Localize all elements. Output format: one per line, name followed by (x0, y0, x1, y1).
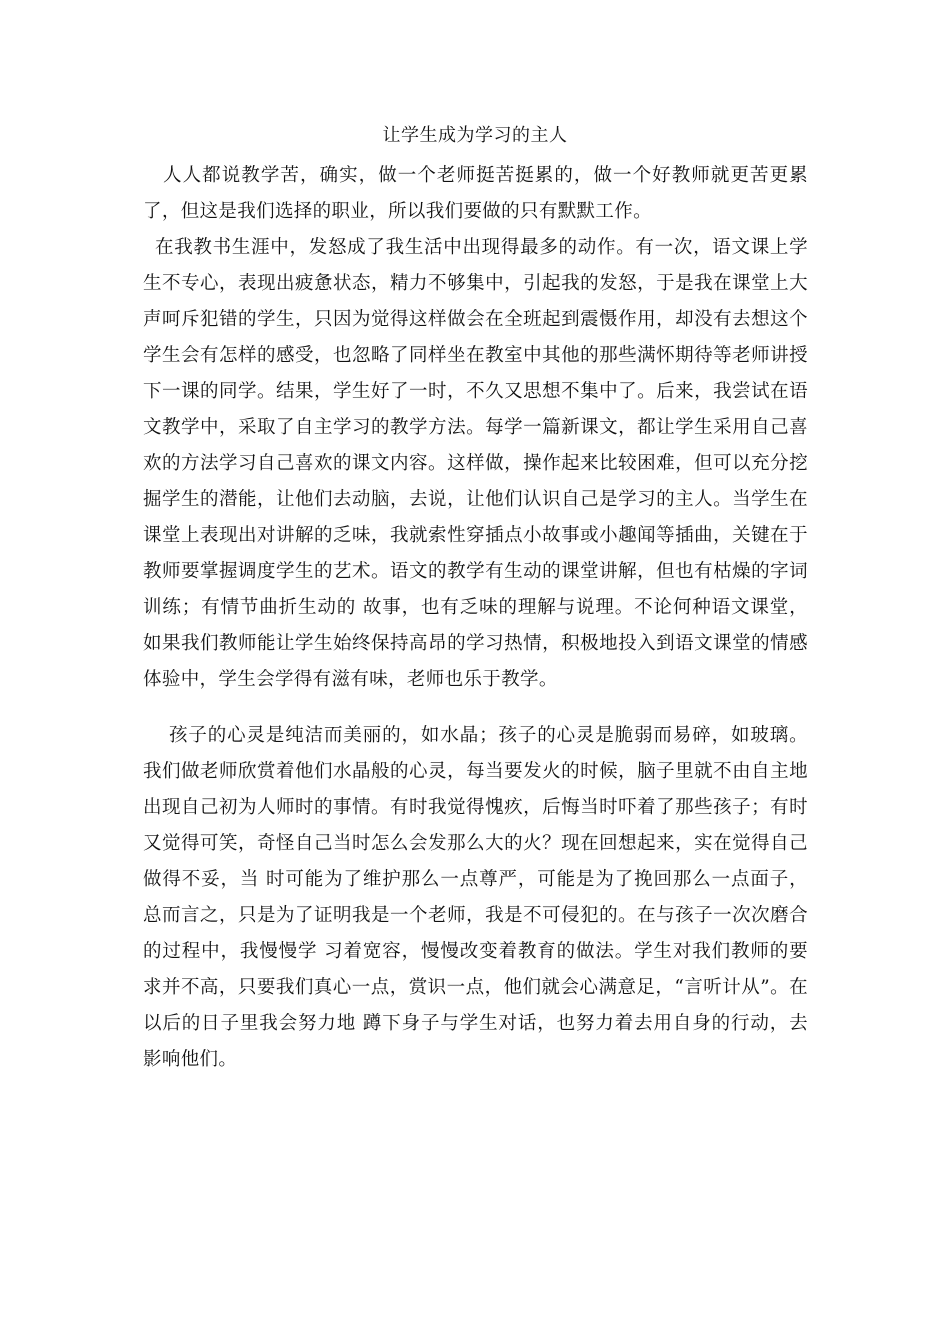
document-title: 让学生成为学习的主人 (382, 125, 568, 146)
paragraph-2: 在我教书生涯中，发怒成了我生活中出现得最多的动作。有一次，语文课上学生不专心，表现出疲惫状态，精力不够集中，引起我的发怒，于是我在课堂上大声呵斥犯错的学生，只因为觉得这样做会在全班起到震慑作用，却没有去想这个学生会有怎样的感受，也忽略了同样坐在教室中其他的那些满怀期待等老师讲授下一课的同学。结果，学生好了一时，不久又思想不集中了。后来，我尝试在语文教学中，采取了自主学习的教学方法。每学一篇新课文，都让学生采用自己喜欢的方法学习自己喜欢的课文内容。这样做，操作起来比较困难，但可以充分挖掘学生的潜能，让他们去动脑，去说，让他们认识自己是学习的主人。当学生在课堂上表现出对讲解的乏味，我就索性穿插点小故事或小趣闻等插曲，关键在于教师要掌握调度学生的艺术。语文的教学有生动的课堂讲解，但也有枯燥的字词训练；有情节曲折生动的 故事，也有乏味的理解与说理。不论何种语文课堂，如果我们教师能让学生始终保持高昂的学习热情，积极地投入到语文课堂的情感体验中，学生会学得有滋有味，老师也乐于教学。 (143, 237, 808, 690)
paragraph-1: 人人都说教学苦，确实，做一个老师挺苦挺累的，做一个好教师就更苦更累了，但这是我们选择的职业，所以我们要做的只有默默工作。 (143, 165, 808, 222)
paragraph-3: 孩子的心灵是纯洁而美丽的，如水晶；孩子的心灵是脆弱而易碎，如玻璃。我们做老师欣赏着他们水晶般的心灵，每当要发火的时候，脑子里就不由自主地出现自己初为人师时的事情。有时我觉得愧疚，后悔当时吓着了那些孩子；有时又觉得可笑，奇怪自己当时怎么会发那么大的火？现在回想起来，实在觉得自己做得不妥，当 时可能为了维护那么一点尊严，可能是为了挽回那么一点面子，总而言之，只是为了证明我是一个老师，我是不可侵犯的。在与孩子一次次磨合的过程中，我慢慢学 习着宽容，慢慢改变着教育的做法。学生对我们教师的要求并不高，只要我们真心一点，赏识一点，他们就会心满意足，“言听计从”。在以后的日子里我会努力地 蹲下身子与学生对话，也努力着去用自身的行动，去影响他们。 (143, 725, 808, 1070)
